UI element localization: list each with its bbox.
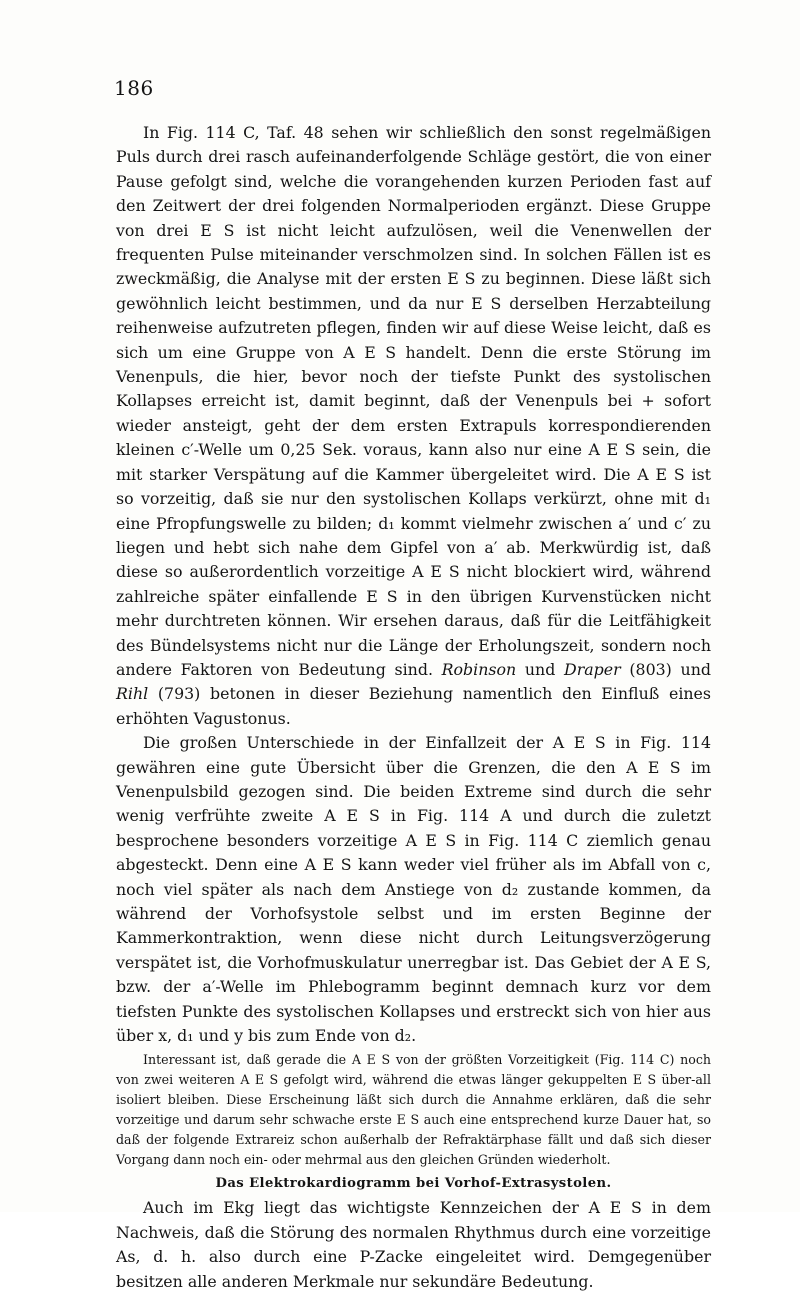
author-draper: Draper xyxy=(564,659,621,679)
paragraph-1-connector-2: (803) und xyxy=(620,659,711,679)
small-print-note xyxy=(116,1050,711,1170)
main-text xyxy=(116,121,711,1048)
paragraph-2: Die großen Unterschiede in der Einfallzeit der A E S in Fig. 114 gewähren eine gute Übersicht über die Grenzen, die den A E S im Venenpulsbild gezogen sind. Die beiden Extreme sind durch die sehr wenig verfrühte zweite A E S in Fig. 114 A und durch die zuletzt besprochene besonders vorzeitige A E S in Fig. 114 C ziemlich genau abgesteckt. Denn eine A E S kann weder viel früher als im Abfall von c, noch viel später als nach dem Anstiege von d₂ zustande kommen, da während der Vorhofsystole selbst und im ersten Beginne der Kammerkontraktion, wenn diese nicht durch Leitungsverzögerung verspätet ist, die Vorhofmuskulatur unerregbar ist. Das Gebiet der A E S, bzw. der a′-Welle im Phlebogramm beginnt demnach kurz vor dem tiefsten Punkte des systolischen Kollapses und erstreckt sich von hier aus über x, d₁ und y bis zum Ende von d₂. xyxy=(116,733,711,1046)
paragraph-1-text: In Fig. 114 C, Taf. 48 sehen wir schließlich den sonst regelmäßigen Puls durch drei rasch aufeinanderfolgende Schläge gestört, die von einer Pause gefolgt sind, welche die vorangehenden kurzen Perioden fast auf den Zeitwert der drei folgenden Normalperioden ergänzt. Diese Gruppe von drei E S ist nicht leicht aufzulösen, weil die Venenwellen der frequenten Pulse miteinander verschmolzen sind. In solchen Fällen ist es zweckmäßig, die Analyse mit der ersten E S zu beginnen. Diese läßt sich gewöhnlich leicht bestimmen, und da nur E S derselben Herzabteilung reihenweise aufzutreten pflegen, finden wir auf diese Weise leicht, daß es sich um eine Gruppe von A E S handelt. Denn die erste Störung im Venenpuls, die hier, bevor noch der tiefste Punkt des systolischen Kollapses erreicht ist, damit beginnt, daß der Venenpuls bei + sofort wieder ansteigt, geht der dem ersten Extrapuls korrespondierenden kleinen c′-Welle um 0,25 Sek. voraus, kann also nur eine A E S sein, die mit starker Verspätung auf die Kammer übergeleitet wird. Die A E S ist so vorzeitig, daß sie nur den systolischen Kollaps verkürzt, ohne mit d₁ eine Pfropfungswelle zu bilden; d₁ kommt vielmehr zwischen a′ und c′ zu liegen und hebt sich nahe dem Gipfel von a′ ab. Merkwürdig ist, daß diese so außerordentlich vorzeitige A E S nicht blockiert wird, während zahlreiche später einfallende E S in den übrigen Kurvenstücken nicht mehr durchtreten können. Wir ersehen daraus, daß für die Leitfähigkeit des Bündelsystems nicht nur die Länge der Erholungszeit, sondern noch andere Faktoren von Bedeutung sind. xyxy=(116,123,711,679)
paragraph-3: Auch im Ekg liegt das wichtigste Kennzeichen der A E S in dem Nachweis, daß die Störung des normalen Rhythmus durch eine vorzeitige As, d. h. also durch eine P-Zacke eingeleitet wird. Demgegenüber besitzen alle anderen Merkmale nur sekundäre Bedeutung. xyxy=(116,1198,711,1291)
section-heading: Das Elektrokardiogramm bei Vorhof-Extrasystolen. xyxy=(215,1176,612,1192)
closing-text xyxy=(116,1196,711,1294)
small-print-paragraph: Interessant ist, daß gerade die A E S von der größten Vorzeitigkeit (Fig. 114 C) noch von zwei weiteren A E S gefolgt wird, während die etwas länger gekuppelten E S über-all isoliert bleiben. Diese Erscheinung läßt sich durch die Annahme erklären, daß die sehr vorzeitige und darum sehr schwache erste E S auch eine entsprechend kurze Dauer hat, so daß der folgende Extrareiz schon außerhalb der Refraktärphase fällt und daß sich dieser Vorgang dann noch ein- oder mehrmal aus den gleichen Gründen wiederholt. xyxy=(116,1052,711,1168)
paragraph-1-connector-1: und xyxy=(516,659,565,679)
text-block xyxy=(116,121,711,1294)
paragraph-1 xyxy=(116,121,711,731)
paragraph-1-end: (793) betonen in dieser Beziehung namentlich den Einfluß eines erhöhten Vagustonus. xyxy=(116,684,711,728)
page-number: 186 xyxy=(114,76,154,100)
author-robinson: Robinson xyxy=(441,659,517,679)
author-rihl: Rihl xyxy=(116,684,149,704)
